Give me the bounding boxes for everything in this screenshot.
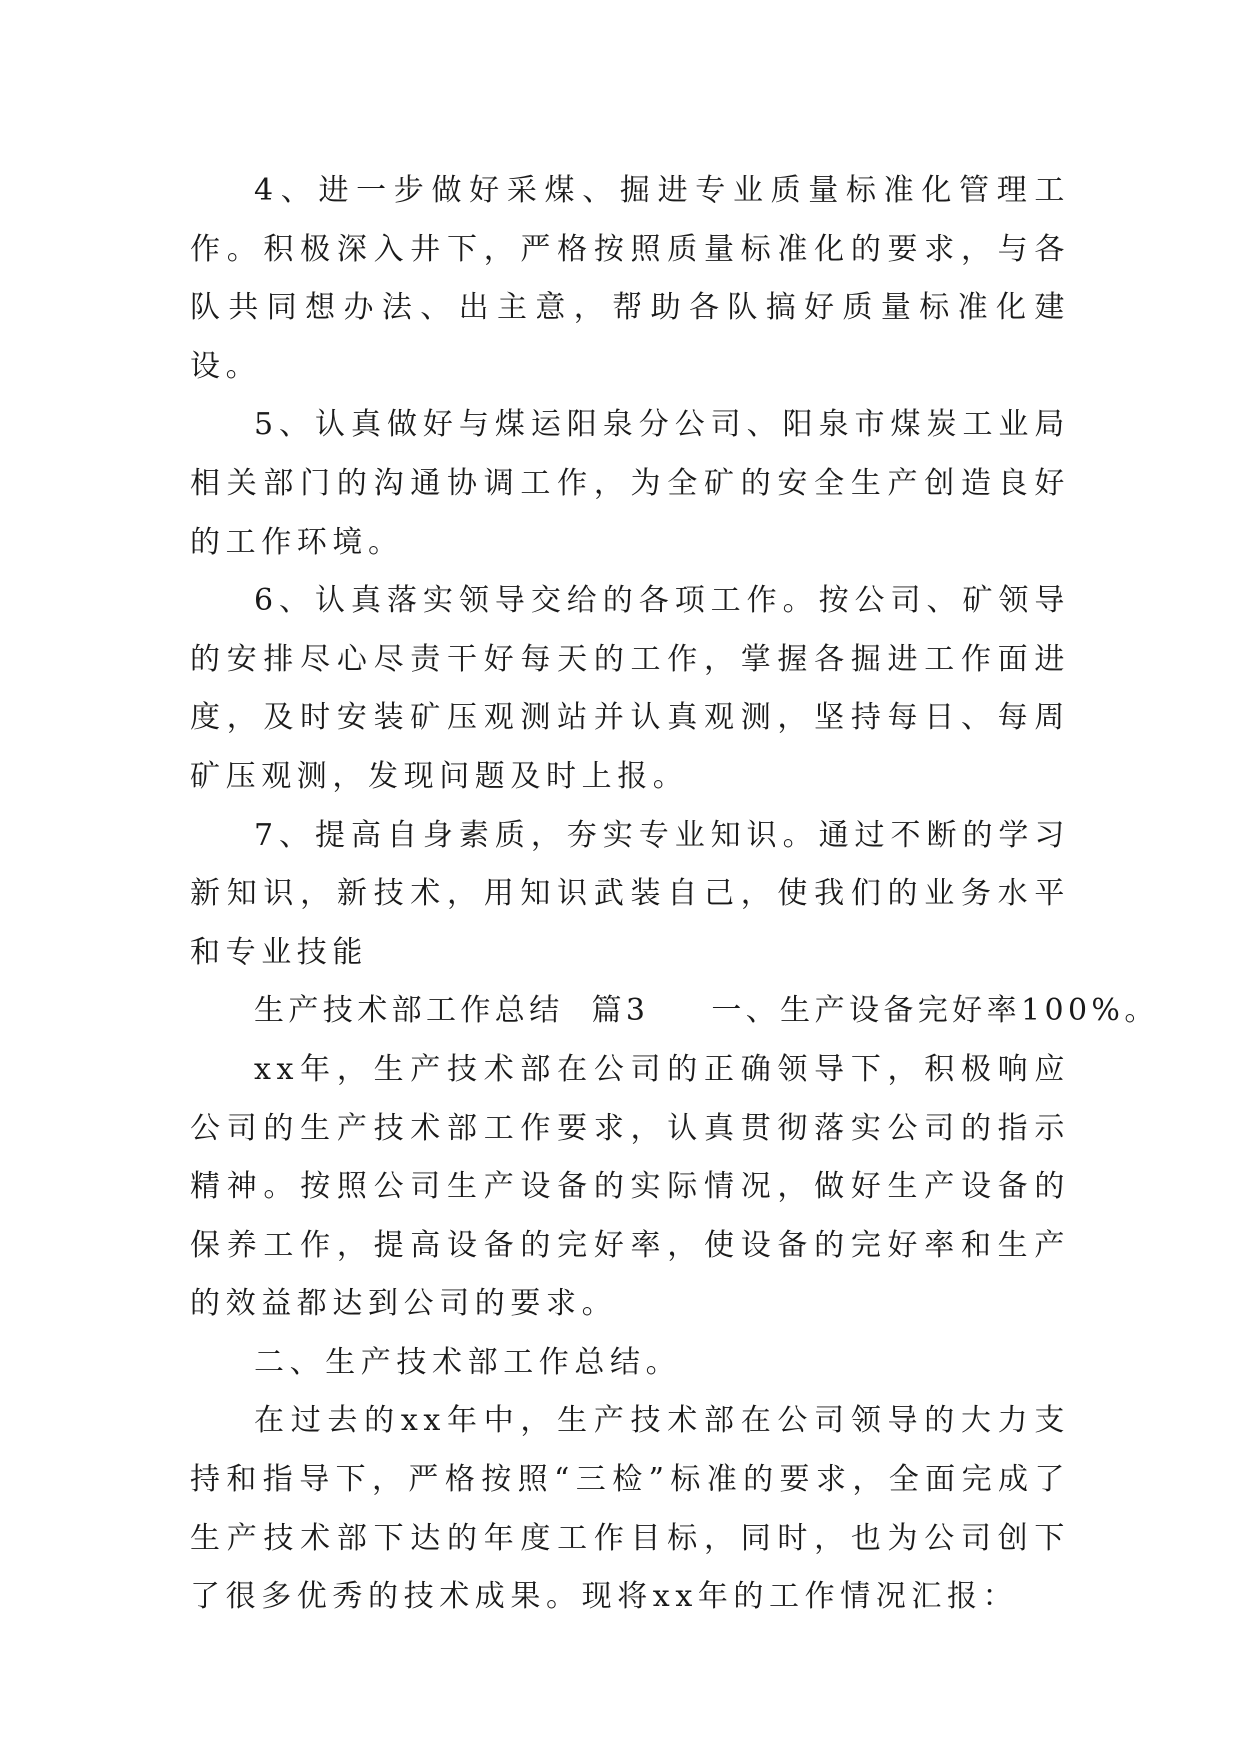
section-part: 篇3 bbox=[591, 993, 650, 1029]
paragraph-item-4: 4、进一步做好采煤、掘进专业质量标准化管理工作。积极深入井下，严格按照质量标准化的要求，与各队共同想办法、出主意，帮助各队搞好质量标准化建设。 bbox=[190, 173, 1070, 384]
section-title: 生产技术部工作总结 bbox=[254, 993, 564, 1029]
paragraph-subheading-2: 二、生产技术部工作总结。 bbox=[254, 1344, 682, 1380]
document-body bbox=[190, 162, 1159, 1627]
paragraph-item-6: 6、认真落实领导交给的各项工作。按公司、矿领导的安排尽心尽责干好每天的工作，掌握各掘进工作面进度，及时安装矿压观测站并认真观测，坚持每日、每周矿压观测，发现问题及时上报。 bbox=[190, 583, 1070, 794]
paragraph-summary-report: 在过去的xx年中，生产技术部在公司领导的大力支持和指导下，严格按照“三检”标准的要求，全面完成了生产技术部下达的年度工作目标，同时，也为公司创下了很多优秀的技术成果。现将xx年的工作情况汇报： bbox=[190, 1403, 1070, 1615]
paragraph-item-5: 5、认真做好与煤运阳泉分公司、阳泉市煤炭工业局相关部门的沟通协调工作，为全矿的安全生产创造良好的工作环境。 bbox=[190, 407, 1070, 560]
section-first-item: 一、生产设备完好率100%。 bbox=[711, 993, 1159, 1029]
section-heading bbox=[190, 982, 1159, 1041]
paragraph-item-7: 7、提高自身素质，夯实专业知识。通过不断的学习新知识，新技术，用知识武装自己，使我们的业务水平和专业技能 bbox=[190, 817, 1070, 970]
paragraph-summary-intro: xx年，生产技术部在公司的正确领导下，积极响应公司的生产技术部工作要求，认真贯彻落实公司的指示精神。按照公司生产设备的实际情况，做好生产设备的保养工作，提高设备的完好率，使设备的完好率和生产的效益都达到公司的要求。 bbox=[190, 1051, 1070, 1322]
